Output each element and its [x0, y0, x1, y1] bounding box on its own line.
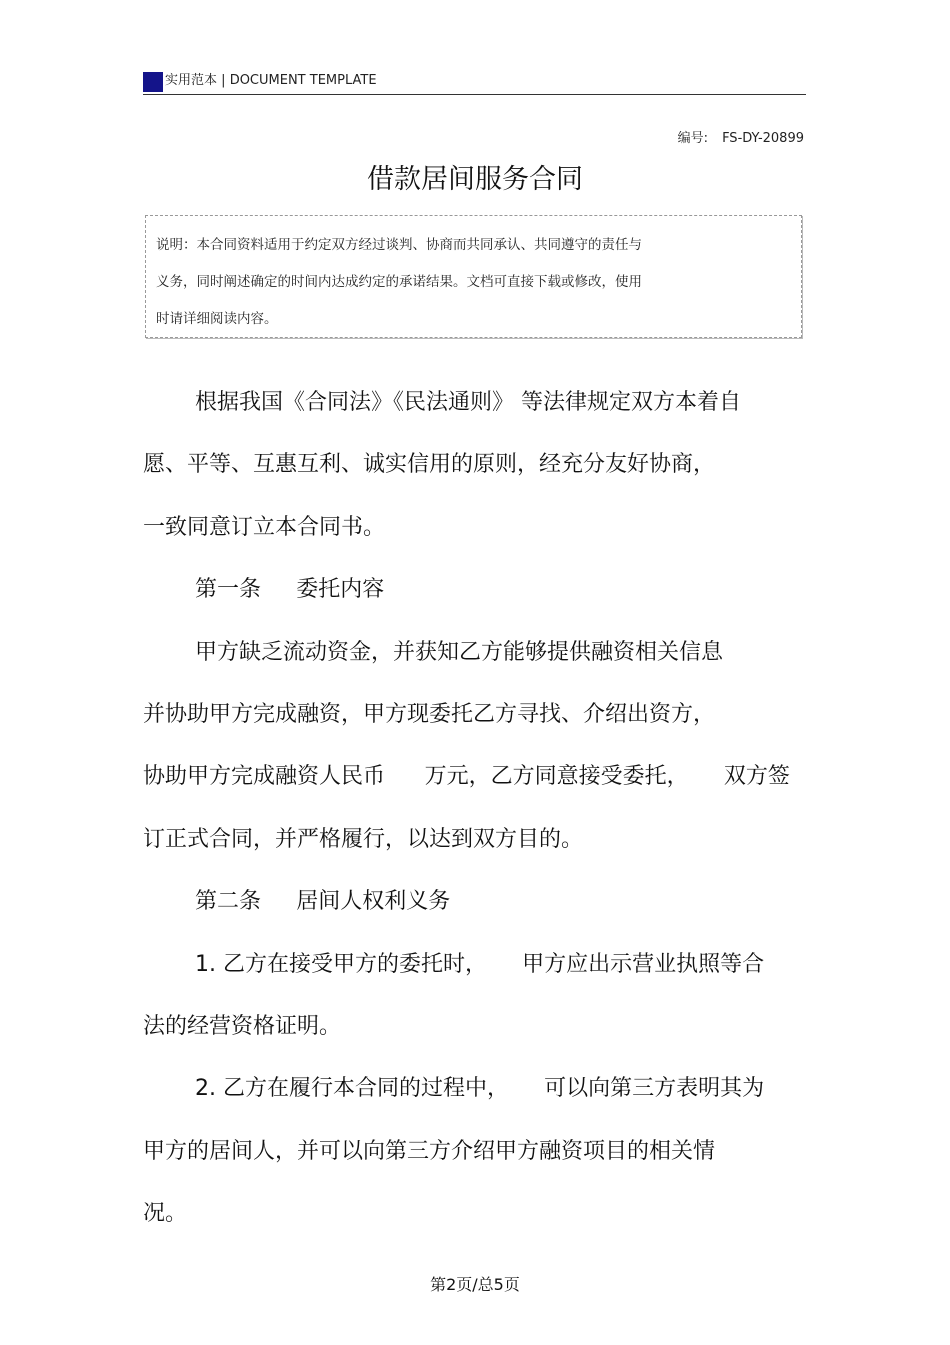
item-2-text-a: 2. 乙方在履行本合同的过程中，: [195, 1076, 509, 1102]
item-2-text-b: 可以向第三方表明其为: [544, 1076, 765, 1102]
contract-body: [143, 372, 823, 1246]
description-line: 说明：本合同资料适用于约定双方经过谈判、协商而共同承认、共同遵守的责任与: [156, 237, 642, 253]
paragraph-line: [143, 746, 823, 808]
item-2-line: [143, 1058, 823, 1120]
brand-logo-icon: [143, 72, 163, 92]
paragraph-line: 一致同意订立本合同书。: [143, 514, 386, 540]
item-1-line: 法的经营资格证明。: [143, 1014, 342, 1040]
header-brand: 实用范本: [165, 73, 218, 88]
paragraph-line: 愿、平等、互惠互利、诚实信用的原则，经充分友好协商，: [143, 452, 716, 478]
amount-text-b: 万元，乙方同意接受委托，: [424, 764, 689, 790]
header-separator: |: [221, 73, 226, 88]
amount-text-c: 双方签: [723, 764, 790, 790]
paragraph-line: 订正式合同，并严格履行，以达到双方目的。: [143, 826, 584, 852]
document-number-label: 编号:: [677, 131, 709, 146]
description-line: 义务，同时阐述确定的时间内达成约定的承诺结果。文档可直接下载或修改，使用: [156, 274, 642, 290]
document-number: [678, 127, 804, 146]
paragraph-line: 甲方缺乏流动资金，并获知乙方能够提供融资相关信息: [195, 639, 724, 665]
article-number: 第二条: [195, 889, 262, 915]
description-line: 时请详细阅读内容。: [156, 311, 278, 327]
item-1-text-a: 1. 乙方在接受甲方的委托时，: [195, 951, 487, 977]
article-heading-2: [143, 871, 823, 933]
article-title: 委托内容: [296, 577, 385, 603]
paragraph-line: 根据我国《合同法》《民法通则》 等法律规定双方本着自: [195, 390, 741, 415]
header-subtitle: DOCUMENT TEMPLATE: [229, 73, 377, 88]
article-title: 居间人权利义务: [296, 889, 451, 915]
document-number-value: FS-DY-20899: [722, 131, 804, 146]
paragraph-line: 并协助甲方完成融资，甲方现委托乙方寻找、介绍出资方，: [143, 702, 716, 728]
document-title: 借款居间服务合同: [367, 164, 583, 195]
description-box: [145, 215, 802, 338]
article-heading-1: [143, 559, 823, 621]
item-1-line: [143, 934, 823, 996]
header-text: [165, 72, 377, 90]
article-number: 第一条: [195, 577, 262, 603]
item-2-line: 况。: [143, 1201, 188, 1227]
item-2-line: 甲方的居间人，并可以向第三方介绍甲方融资项目的相关情: [143, 1138, 716, 1164]
item-1-text-b: 甲方应出示营业执照等合: [522, 951, 765, 977]
page-header: [143, 70, 806, 95]
page-footer: 第2页/总5页: [430, 1275, 520, 1294]
amount-text-a: 协助甲方完成融资人民币: [143, 764, 386, 790]
